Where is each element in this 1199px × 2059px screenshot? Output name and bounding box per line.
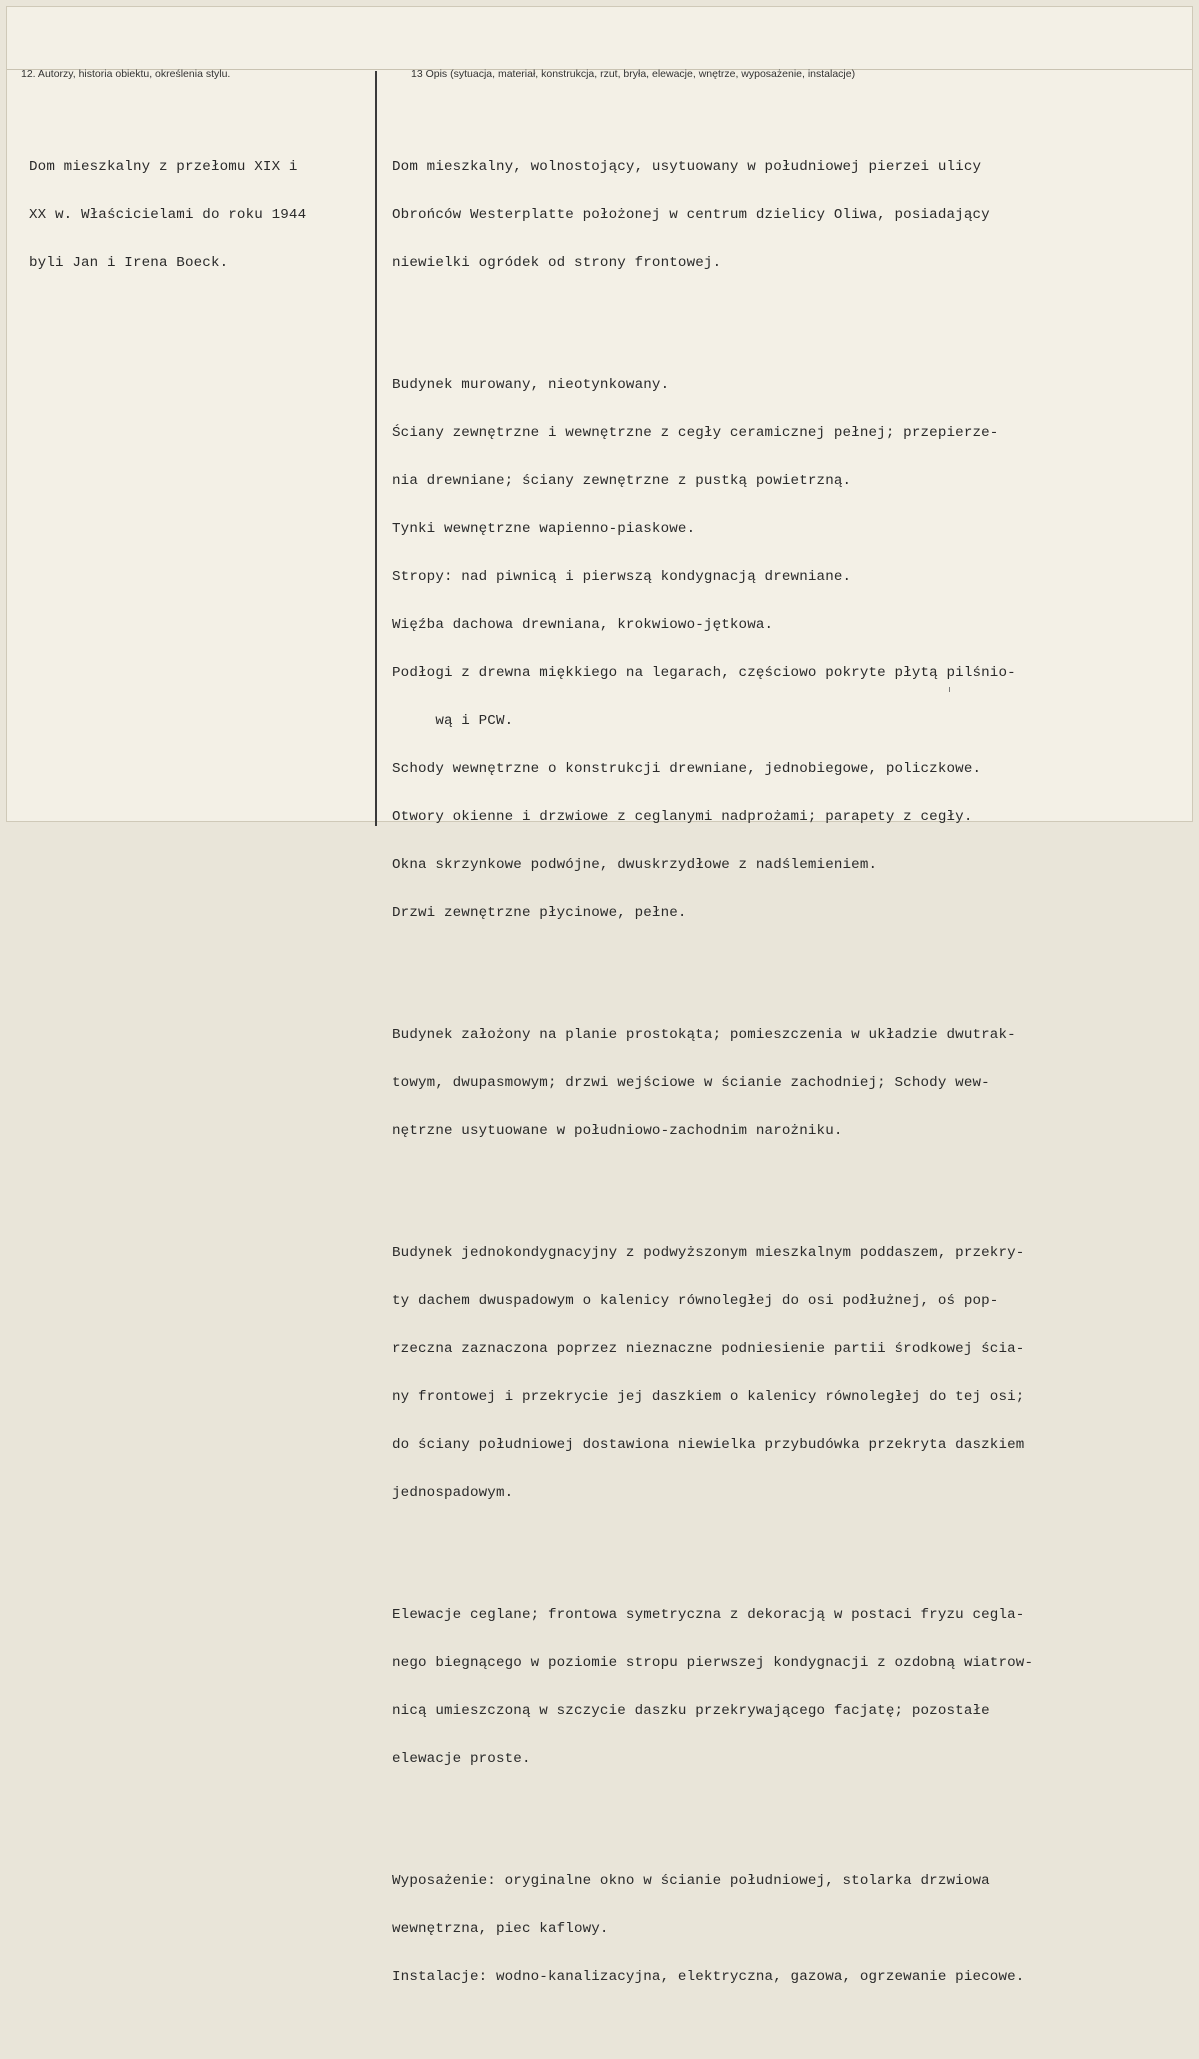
paragraph-massing bbox=[392, 1213, 1182, 1533]
text-line: Wyposażenie: oryginalne okno w ścianie południowej, stolarka drzwiowa bbox=[392, 1873, 990, 1889]
text-line: elewacje proste. bbox=[392, 1751, 531, 1767]
text-line: niewielki ogródek od strony frontowej. bbox=[392, 255, 722, 271]
paragraph-elevations bbox=[392, 1575, 1182, 1799]
text-line: XX w. Właścicielami do roku 1944 bbox=[29, 207, 307, 223]
text-line: ty dachem dwuspadowym o kalenicy równoległej do osi podłużnej, oś pop- bbox=[392, 1293, 999, 1309]
text-line: byli Jan i Irena Boeck. bbox=[29, 255, 229, 271]
paragraph-location bbox=[392, 127, 1182, 303]
paragraph-materials bbox=[392, 345, 1182, 953]
paragraph-plan bbox=[392, 995, 1182, 1171]
text-line: wą i PCW. bbox=[392, 713, 514, 729]
text-line: jednospadowym. bbox=[392, 1485, 514, 1501]
header-description: 13 Opis (sytuacja, materiał, konstrukcja, rzut, bryła, elewacje, wnętrze, wyposażenie, instalacje) bbox=[411, 68, 856, 80]
text-line: Budynek murowany, nieotynkowany. bbox=[392, 377, 670, 393]
text-line: Dom mieszkalny, wolnostojący, usytuowany w południowej pierzei ulicy bbox=[392, 159, 982, 175]
header-authors-history: 12. Autorzy, historia obiektu, określenia stylu. bbox=[21, 68, 231, 80]
text-line: Stropy: nad piwnicą i pierwszą kondygnacją drewniane. bbox=[392, 569, 852, 585]
text-line: Drzwi zewnętrzne płycinowe, pełne. bbox=[392, 905, 687, 921]
text-line: Tynki wewnętrzne wapienno-piaskowe. bbox=[392, 521, 696, 537]
authors-history-text bbox=[29, 95, 306, 345]
text-line: rzeczna zaznaczona poprzez nieznaczne podniesienie partii środkowej ścia- bbox=[392, 1341, 1025, 1357]
document-card bbox=[6, 6, 1193, 1985]
stray-mark bbox=[949, 687, 950, 692]
text-line: Elewacje ceglane; frontowa symetryczna z dekoracją w postaci fryzu cegla- bbox=[392, 1607, 1025, 1623]
text-line: nętrzne usytuowane w południowo-zachodnim narożniku. bbox=[392, 1123, 843, 1139]
text-line: Instalacje: wodno-kanalizacyjna, elektryczna, gazowa, ogrzewanie piecowe. bbox=[392, 1969, 1025, 1985]
text-line: nia drewniane; ściany zewnętrzne z pustką powietrzną. bbox=[392, 473, 852, 489]
column-divider bbox=[375, 71, 377, 826]
text-line: nicą umieszczoną w szczycie daszku przekrywającego facjatę; pozostałe bbox=[392, 1703, 990, 1719]
text-line: ny frontowej i przekrycie jej daszkiem o kalenicy równoległej do tej osi; bbox=[392, 1389, 1025, 1405]
text-line: Budynek jednokondygnacyjny z podwyższonym mieszkalnym poddaszem, przekry- bbox=[392, 1245, 1025, 1261]
text-line: Ściany zewnętrzne i wewnętrzne z cegły ceramicznej pełnej; przepierze- bbox=[392, 425, 999, 441]
text-line: Więźba dachowa drewniana, krokwiowo-jętkowa. bbox=[392, 617, 774, 633]
text-line: Schody wewnętrzne o konstrukcji drewniane, jednobiegowe, policzkowe. bbox=[392, 761, 982, 777]
text-line: Otwory okienne i drzwiowe z ceglanymi nadprożami; parapety z cegły. bbox=[392, 809, 973, 825]
text-line: Obrońców Westerplatte położonej w centrum dzielicy Oliwa, posiadający bbox=[392, 207, 990, 223]
left-paragraph bbox=[29, 127, 306, 303]
paragraph-equipment bbox=[392, 1841, 1182, 2017]
text-line: Podłogi z drewna miękkiego na legarach, częściowo pokryte płytą pilśnio- bbox=[392, 665, 1016, 681]
text-line: Budynek założony na planie prostokąta; pomieszczenia w układzie dwutrak- bbox=[392, 1027, 1016, 1043]
text-line: nego biegnącego w poziomie stropu pierwszej kondygnacji z ozdobną wiatrow- bbox=[392, 1655, 1034, 1671]
text-line: Okna skrzynkowe podwójne, dwuskrzydłowe z nadślemieniem. bbox=[392, 857, 878, 873]
text-line: wewnętrzna, piec kaflowy. bbox=[392, 1921, 609, 1937]
text-line: do ściany południowej dostawiona niewielka przybudówka przekryta daszkiem bbox=[392, 1437, 1025, 1453]
text-line: towym, dwupasmowym; drzwi wejściowe w ścianie zachodniej; Schody wew- bbox=[392, 1075, 990, 1091]
text-line: Dom mieszkalny z przełomu XIX i bbox=[29, 159, 298, 175]
description-text bbox=[392, 95, 1182, 2059]
